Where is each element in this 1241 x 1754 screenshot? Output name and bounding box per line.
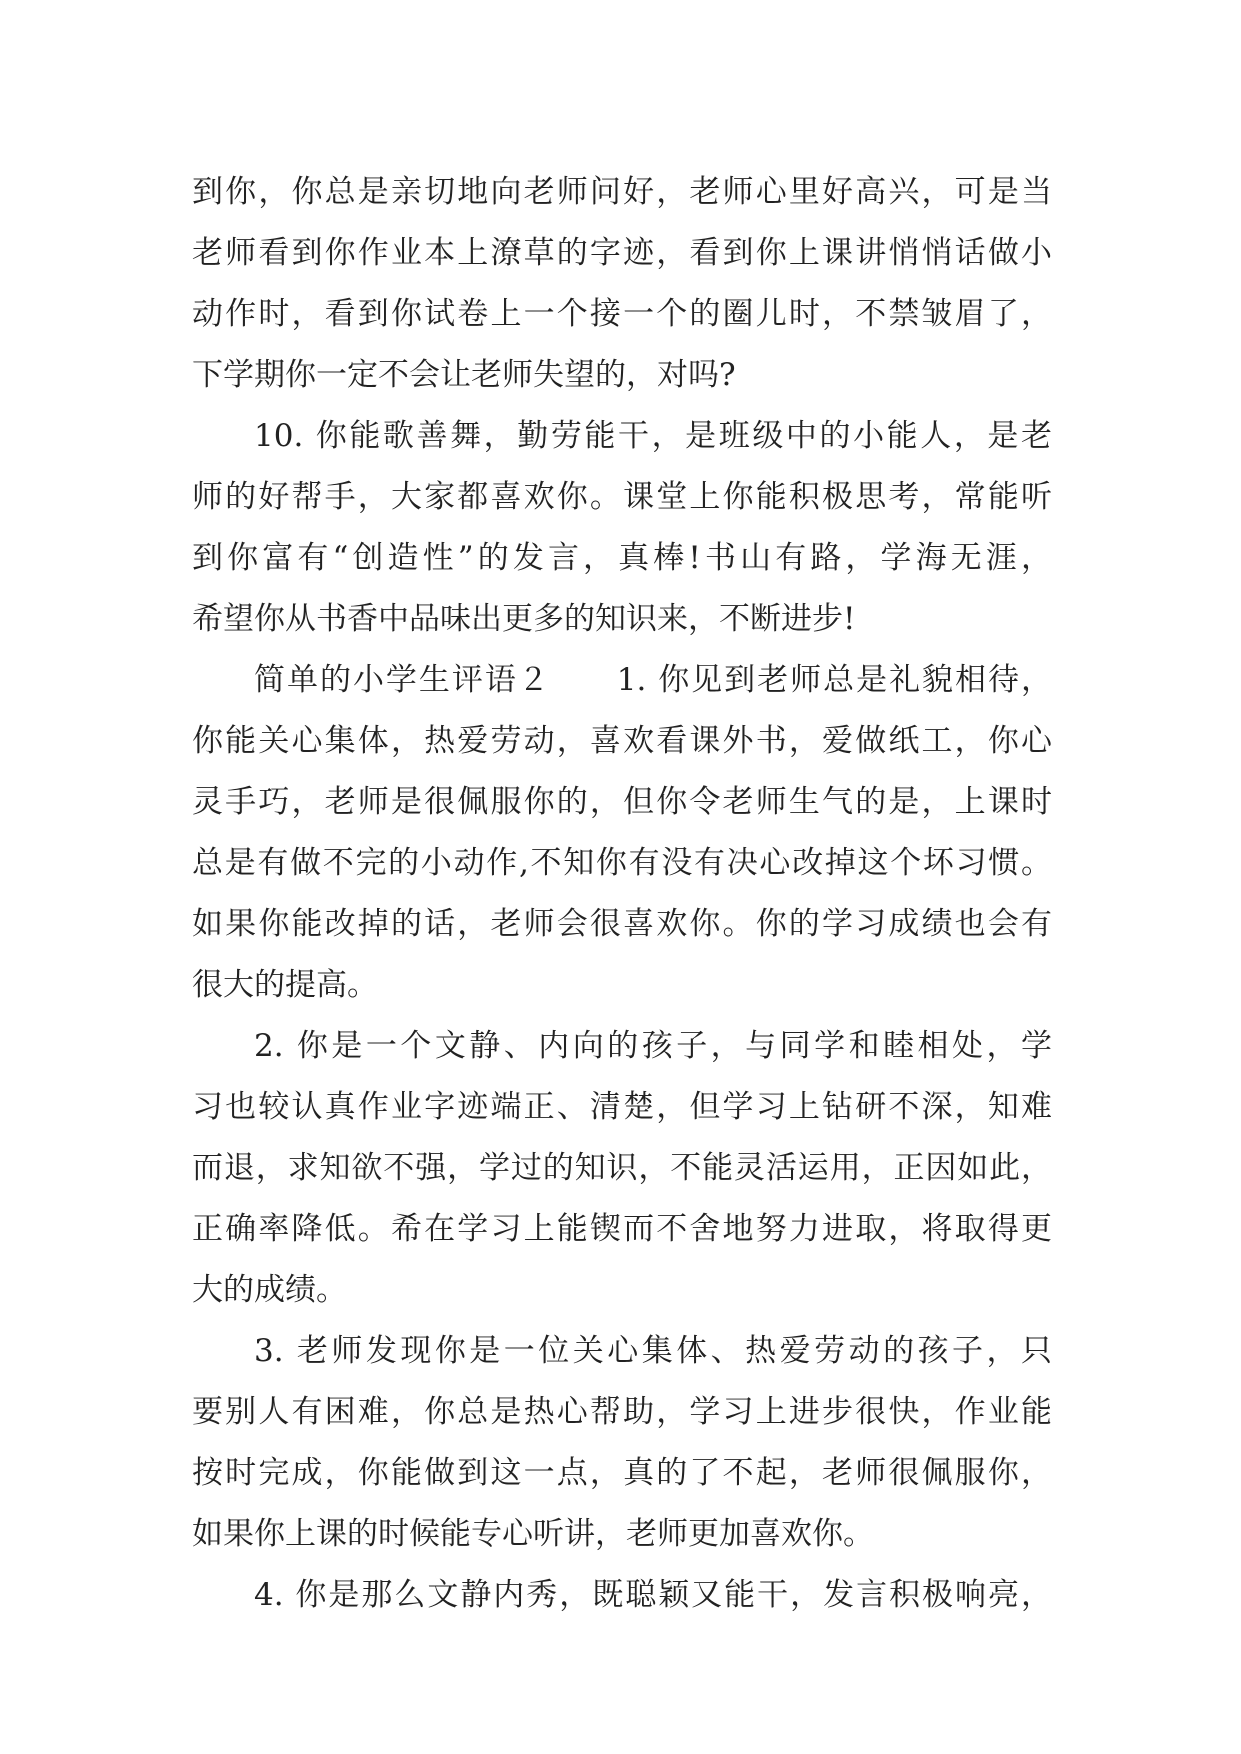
text-line: 如果你能改掉的话，老师会很喜欢你。你的学习成绩也会有 (192, 906, 1052, 942)
text-line: 3. 老师发现你是一位关心集体、热爱劳动的孩子，只 (254, 1333, 1052, 1369)
text-line: 简单的小学生评语２ 1. 你见到老师总是礼貌相待， (254, 662, 1052, 698)
text-line: 大的成绩。 (192, 1272, 347, 1308)
text-line: 到你，你总是亲切地向老师问好，老师心里好高兴，可是当 (192, 174, 1052, 210)
text-line: 按时完成，你能做到这一点，真的了不起，老师很佩服你， (192, 1455, 1052, 1491)
text-line: 2. 你是一个文静、内向的孩子，与同学和睦相处，学 (254, 1028, 1052, 1064)
text-line: 很大的提高。 (192, 967, 378, 1003)
text-line: 灵手巧，老师是很佩服你的，但你令老师生气的是，上课时 (192, 784, 1052, 820)
text-line: 你能关心集体，热爱劳动，喜欢看课外书，爱做纸工，你心 (192, 723, 1052, 759)
text-line: 如果你上课的时候能专心听讲，老师更加喜欢你。 (192, 1516, 874, 1552)
text-line: 下学期你一定不会让老师失望的，对吗? (192, 357, 736, 393)
text-line: 师的好帮手，大家都喜欢你。课堂上你能积极思考，常能听 (192, 479, 1052, 515)
text-line: 而退，求知欲不强，学过的知识，不能灵活运用，正因如此， (192, 1150, 1052, 1186)
text-line: 总是有做不完的小动作,不知你有没有决心改掉这个坏习惯。 (192, 845, 1052, 881)
text-line: 希望你从书香中品味出更多的知识来，不断进步! (192, 601, 856, 637)
text-line: 要别人有困难，你总是热心帮助，学习上进步很快，作业能 (192, 1394, 1052, 1430)
text-line: 习也较认真作业字迹端正、清楚，但学习上钻研不深，知难 (192, 1089, 1052, 1125)
text-line: 到你富有“创造性”的发言，真棒!书山有路，学海无涯， (192, 540, 1052, 576)
text-line: 动作时，看到你试卷上一个接一个的圈儿时，不禁皱眉了， (192, 296, 1052, 332)
text-line: 10. 你能歌善舞，勤劳能干，是班级中的小能人，是老 (254, 418, 1052, 454)
body-text (192, 162, 1052, 1626)
text-line: 4. 你是那么文静内秀，既聪颖又能干，发言积极响亮， (254, 1577, 1052, 1613)
text-line: 正确率降低。希在学习上能锲而不舍地努力进取，将取得更 (192, 1211, 1052, 1247)
text-line: 老师看到你作业本上潦草的字迹，看到你上课讲悄悄话做小 (192, 235, 1052, 271)
